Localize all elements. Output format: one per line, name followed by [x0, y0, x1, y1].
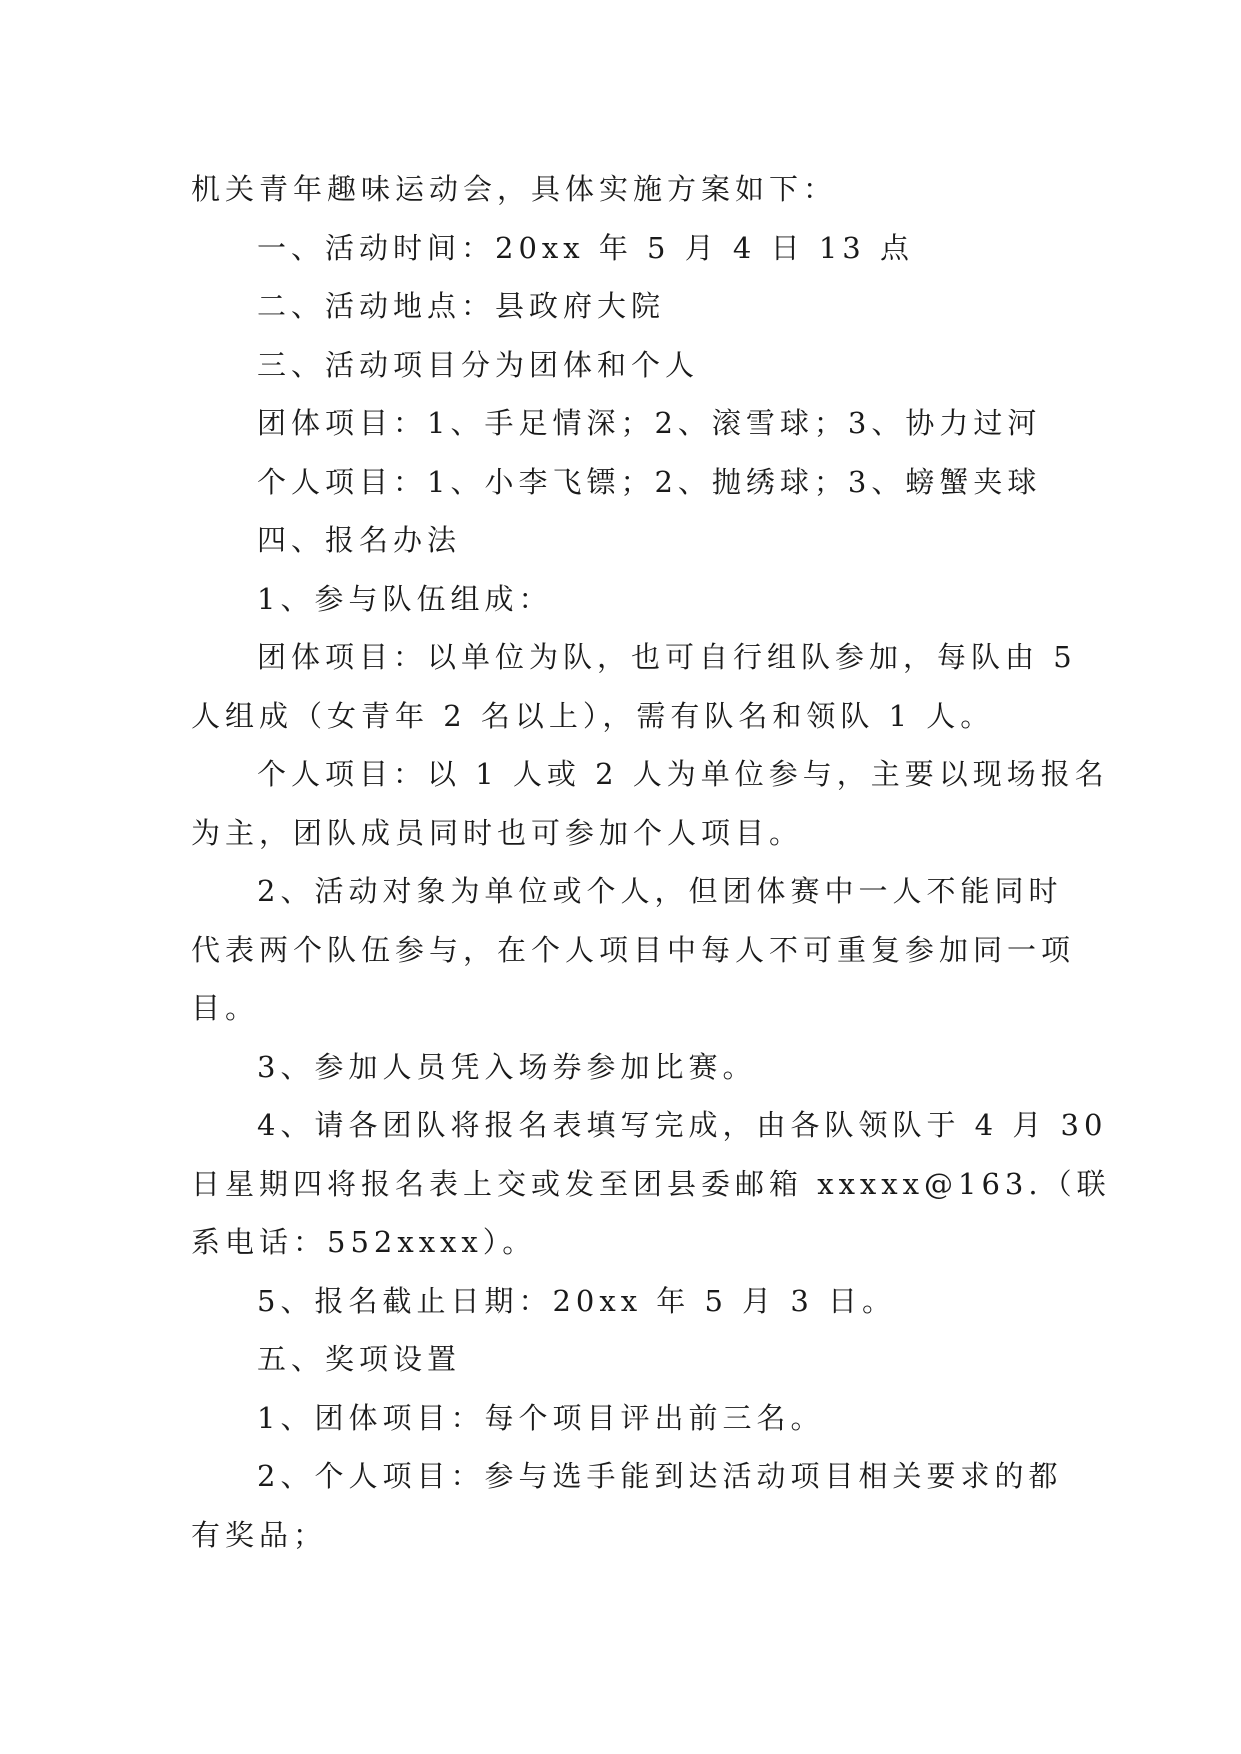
paragraph-line: 目。 [191, 991, 260, 1025]
paragraph-line: 系电话：552xxxx）。 [191, 1225, 537, 1259]
paragraph-line: 团体项目：以单位为队，也可自行组队参加，每队由 5 [257, 640, 1077, 674]
paragraph-line: 5、报名截止日期：20xx 年 5 月 3 日。 [257, 1283, 897, 1318]
paragraph-line: 2、活动对象为单位或个人，但团体赛中一人不能同时 [257, 874, 1063, 908]
individual-events-line: 个人项目：1、小李飞镖；2、抛绣球；3、螃蟹夹球 [257, 464, 1042, 499]
section-heading-events: 三、活动项目分为团体和个人 [257, 347, 700, 382]
paragraph-line: 1、参与队伍组成： [257, 581, 553, 616]
paragraph-line: 机关青年趣味运动会，具体实施方案如下： [191, 172, 838, 206]
section-heading-time: 一、活动时间：20xx 年 5 月 4 日 13 点 [257, 230, 914, 265]
paragraph-line: 日星期四将报名表上交或发至团县委邮箱 xxxxx@163.（联 [191, 1166, 1111, 1201]
paragraph-line: 为主，团队成员同时也可参加个人项目。 [191, 815, 804, 850]
paragraph-line: 代表两个队伍参与，在个人项目中每人不可重复参加同一项 [191, 932, 1076, 967]
paragraph-line: 人组成（女青年 2 名以上），需有队名和领队 1 人。 [191, 698, 995, 733]
paragraph-line: 有奖品； [191, 1517, 328, 1552]
paragraph-line: 2、个人项目：参与选手能到达活动项目相关要求的都 [257, 1459, 1063, 1493]
section-heading-registration: 四、报名办法 [257, 523, 462, 557]
paragraph-line: 个人项目：以 1 人或 2 人为单位参与，主要以现场报名 [257, 757, 1109, 791]
paragraph-line: 3、参加人员凭入场券参加比赛。 [257, 1049, 757, 1084]
paragraph-line: 4、请各团队将报名表填写完成，由各队领队于 4 月 30 [257, 1108, 1108, 1142]
paragraph-line: 1、团体项目：每个项目评出前三名。 [257, 1400, 825, 1435]
document-body [191, 160, 1111, 1564]
section-heading-location: 二、活动地点：县政府大院 [257, 289, 666, 323]
section-heading-awards: 五、奖项设置 [257, 1342, 462, 1376]
team-events-line: 团体项目：1、手足情深；2、滚雪球；3、协力过河 [257, 406, 1042, 440]
